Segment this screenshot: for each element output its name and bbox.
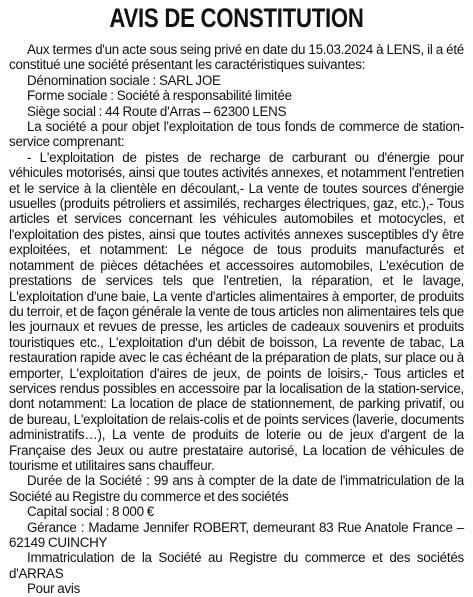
objet-intro-paragraph: La société a pour objet l'exploitation de tous fonds de commerce de station-service comprenant: <box>9 119 464 150</box>
denomination-line: Dénomination sociale : SARL JOE <box>27 72 221 88</box>
objet-detail-paragraph: - L'exploitation de pistes de recharge de carburant ou d'énergie pour véhicules motorisés, ainsi que toutes activités annexes, et notamment l'entretien et le service à la clientèle en découlant,- La vente de toutes sources d'énergie usuelles (produits pétroliers et assimilés, recharges électriques, gaz, etc.),- Tous articles et services concernant les véhicules automobiles et motocycles, et l'exploitation des pistes, ainsi que toutes activités annexes susceptibles d'y être exploitées, et notamment: Le négoce de tous produits manufacturés et notamment de pièces détachées et accessoires automobiles, L'exécution de prestations de services tels que l'entretien, la réparation, et le lavage, L'exploitation d'une baie, La vente d'articles alimentaires à emporter, de produits du terroir, et de façon générale la vente de tous articles non alimentaires tels que les journaux et revues de presse, les articles de cadeaux souvenirs et produits touristiques etc., L'exploitation d'un débit de boisson, La revente de tabac, La restauration rapide avec le cas échéant de la préparation de plats, sur place ou à emporter, L'exploitation d'aires de jeux, de points de loisirs,- Tous articles et services rendus possibles en accessoire par la localisation de la station-service, dont notamment: La location de place de stationnement, de parking privatif, ou de bureau, L'exploitation de relais-colis et de points services (laverie, documents administratifs…), La vente de produits de loterie ou de jeux d'argent de la Française des Jeux ou autre prestataire autorisé, La location de véhicules de tourisme et utilitaires sans chauffeur. <box>9 149 464 473</box>
notice-title: AVIS DE CONSTITUTION <box>109 3 364 33</box>
forme-line: Forme sociale : Société à responsabilité limitée <box>27 88 292 104</box>
intro-paragraph: Aux termes d'un acte sous seing privé en date du 15.03.2024 à LENS, il a été constitué une société présentant les caractéristiques suivantes: <box>9 42 464 73</box>
immatriculation-paragraph: Immatriculation de la Société au Registre du commerce et des sociétés d'ARRAS <box>9 550 464 581</box>
notice-body <box>9 42 464 597</box>
siege-line: Siège social : 44 Route d'Arras – 62300 LENS <box>27 103 287 119</box>
pour-avis-line: Pour avis <box>27 581 81 597</box>
capital-line: Capital social : 8 000 € <box>27 504 154 520</box>
duree-paragraph: Durée de la Société : 99 ans à compter de la date de l'immatriculation de la Société au Registre du commerce et des sociétés <box>9 473 464 504</box>
gerance-paragraph: Gérance : Madame Jennifer ROBERT, demeurant 83 Rue Anatole France – 62149 CUINCHY <box>9 519 464 550</box>
